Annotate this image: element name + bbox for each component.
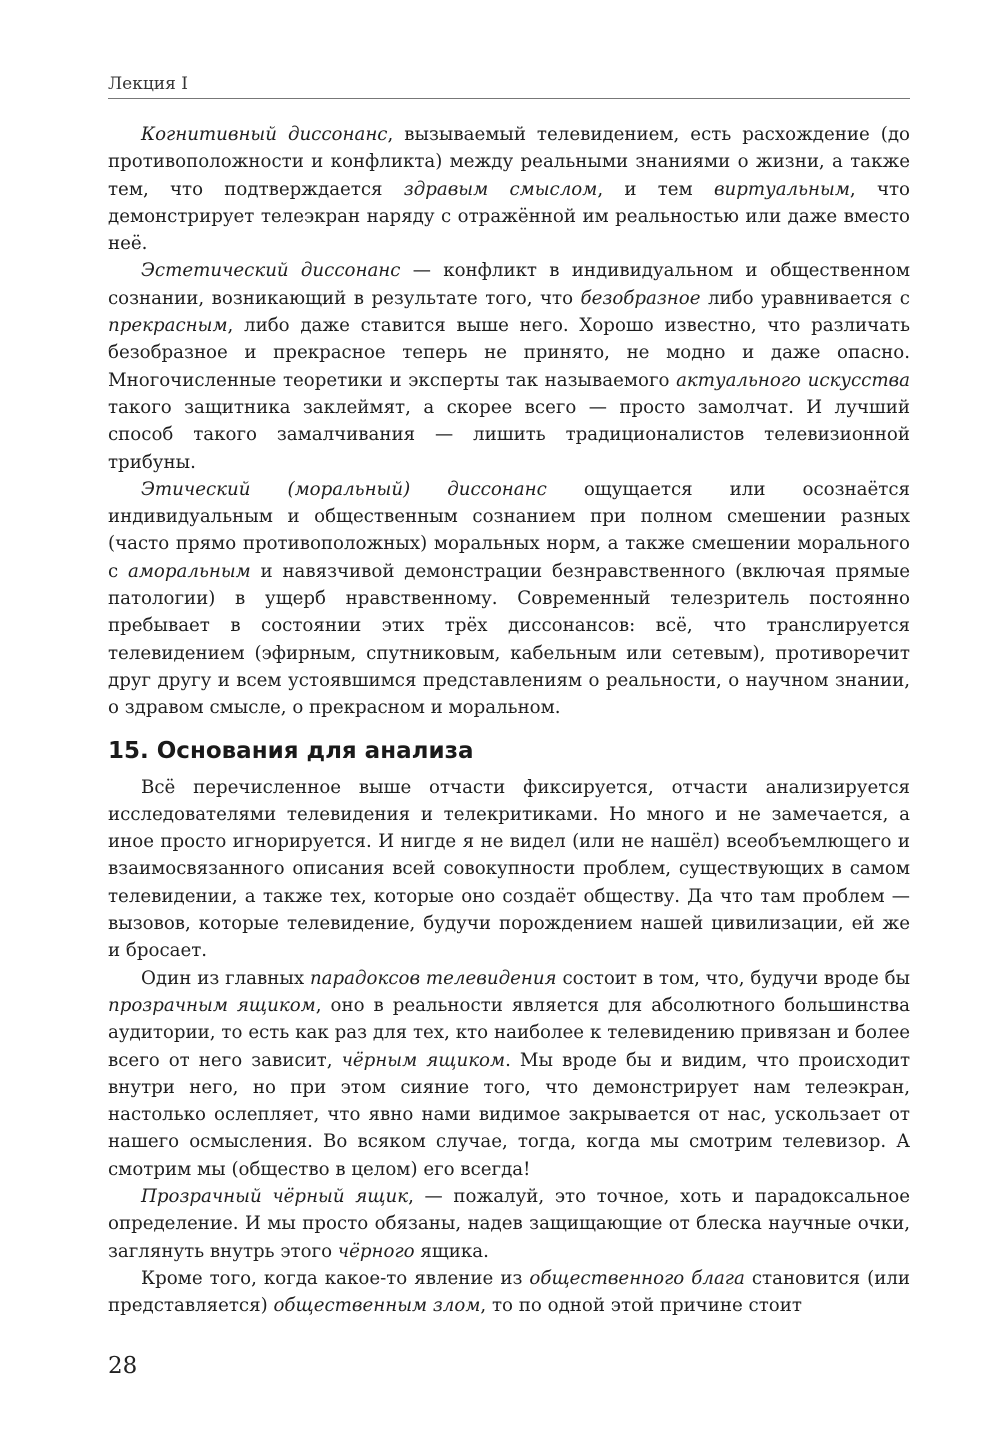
italic-term: Прозрачный чёрный ящик	[141, 1185, 409, 1207]
italic-term: безобразное	[580, 287, 701, 309]
text-run: , — пожалуй, это точное, хоть и парадоксальное определение. И мы просто обязаны, надев защищающие от блеска научные очки, заглянуть внутрь этого	[108, 1185, 910, 1262]
text-run: , то по одной этой причине стоит	[480, 1295, 802, 1317]
italic-term: парадоксов телевидения	[309, 967, 557, 989]
paragraphs-after	[108, 774, 910, 1320]
text-run: . Мы вроде бы и видим, что происходит внутри него, но при этом сияние того, что демонстрирует нам телеэкран, настолько ослепляет, что явно нами видимое закрывается от нас, ускользает от нашего осмысления. Во всяком случае, тогда, когда мы смотрим телевизор. А смотрим мы (общество в целом) его всегда!	[108, 1049, 910, 1180]
paragraph	[108, 257, 910, 475]
italic-term: общественным злом	[273, 1295, 481, 1317]
paragraph	[108, 476, 910, 722]
text-run: становится (или представляется)	[108, 1267, 911, 1317]
text-run: — конфликт в индивидуальном и общественном сознании, возникающий в результате того, что	[108, 260, 910, 309]
italic-term: Этический (моральный) диссонанс	[141, 478, 547, 500]
italic-term: аморальным	[128, 560, 251, 582]
text-run: , оно в реальности является для абсолютного большинства аудитории, то есть как раз для тех, кто наиболее к телевидению привязан и более всего от него зависит,	[108, 994, 910, 1071]
text-run: ощущается или осознаётся индивидуальным и общественным сознанием при полном смешении разных (часто прямо противоположных) моральных норм, а также смешении морального с	[108, 478, 910, 582]
text-run: ящика.	[414, 1240, 489, 1262]
italic-term: прекрасным	[108, 315, 228, 337]
text-run: и навязчивой демонстрации безнравственного (включая прямые патологии) в ущерб нравственному. Современный телезритель постоянно пребывает в состоянии этих трёх диссонансов: всё, что транслируется телевидением (эфирным, спутниковым, кабельным или сетевым), противоречит друг другу и всем устоявшимся представлениям о реальности, о научном знании, о здравом смысле, о прекрасном и моральном.	[108, 560, 911, 719]
text-run: , что демонстрирует телеэкран наряду с отражённой им реальностью или даже вместо неё.	[108, 178, 910, 255]
text-run: такого защитника заклеймят, а скорее всего — просто замолчат. И лучший способ такого замалчивания — лишить традиционалистов телевизионной трибуны.	[108, 396, 910, 473]
text-run: , вызываемый телевидением, есть расхождение (до противоположности и конфликта) между реальными знаниями о жизни, а также тем, что подтверждается	[108, 124, 911, 200]
italic-term: актуального искусства	[676, 369, 910, 391]
text-run: Кроме того, когда какое-то явление из	[141, 1267, 530, 1289]
italic-term: Эстетический диссонанс	[141, 260, 401, 282]
text-run: , и тем	[597, 178, 714, 200]
text-run: состоит в том, что, будучи вроде бы	[556, 967, 910, 989]
text-run: Всё перечисленное выше отчасти фиксируется, отчасти анализируется исследователями телевидения и телекритиками. Но много и не замечается, а иное просто игнорируется. И нигде я не видел (или не нашёл) всеобъемлющего и взаимосвязанного описания всей совокупности проблем, существующих в самом телевидении, а также тех, которые оно создаёт обществу. Да что там проблем — вызовов, которые телевидение, будучи порождением нашей цивилизации, ей же и бросает.	[108, 776, 910, 962]
text-run: либо уравнивается с	[700, 287, 910, 309]
paragraphs-before	[108, 121, 910, 722]
body-text	[108, 121, 910, 1319]
italic-term: прозрачным ящиком	[108, 994, 316, 1016]
paragraph	[108, 965, 910, 1183]
text-run: Один из главных	[141, 967, 310, 989]
paragraph	[108, 774, 910, 965]
paragraph	[108, 1183, 910, 1265]
italic-term: общественного блага	[529, 1267, 745, 1289]
italic-term: здравым смыслом	[403, 178, 598, 200]
italic-term: чёрного	[337, 1240, 415, 1262]
italic-term: чёрным ящиком	[341, 1049, 506, 1071]
paragraph	[108, 121, 910, 257]
italic-term: виртуальным	[713, 178, 850, 200]
running-head: Лекция I	[108, 74, 910, 99]
page-number: 28	[108, 1353, 138, 1379]
italic-term: Когнитивный диссонанс	[141, 124, 388, 145]
paragraph	[108, 1265, 910, 1320]
text-run: , либо даже ставится выше него. Хорошо известно, что различать безобразное и прекрасное теперь не принято, не модно и даже опасно. Многочисленные теоретики и эксперты так называемого	[108, 315, 910, 391]
section-heading: 15. Основания для анализа	[108, 737, 474, 764]
